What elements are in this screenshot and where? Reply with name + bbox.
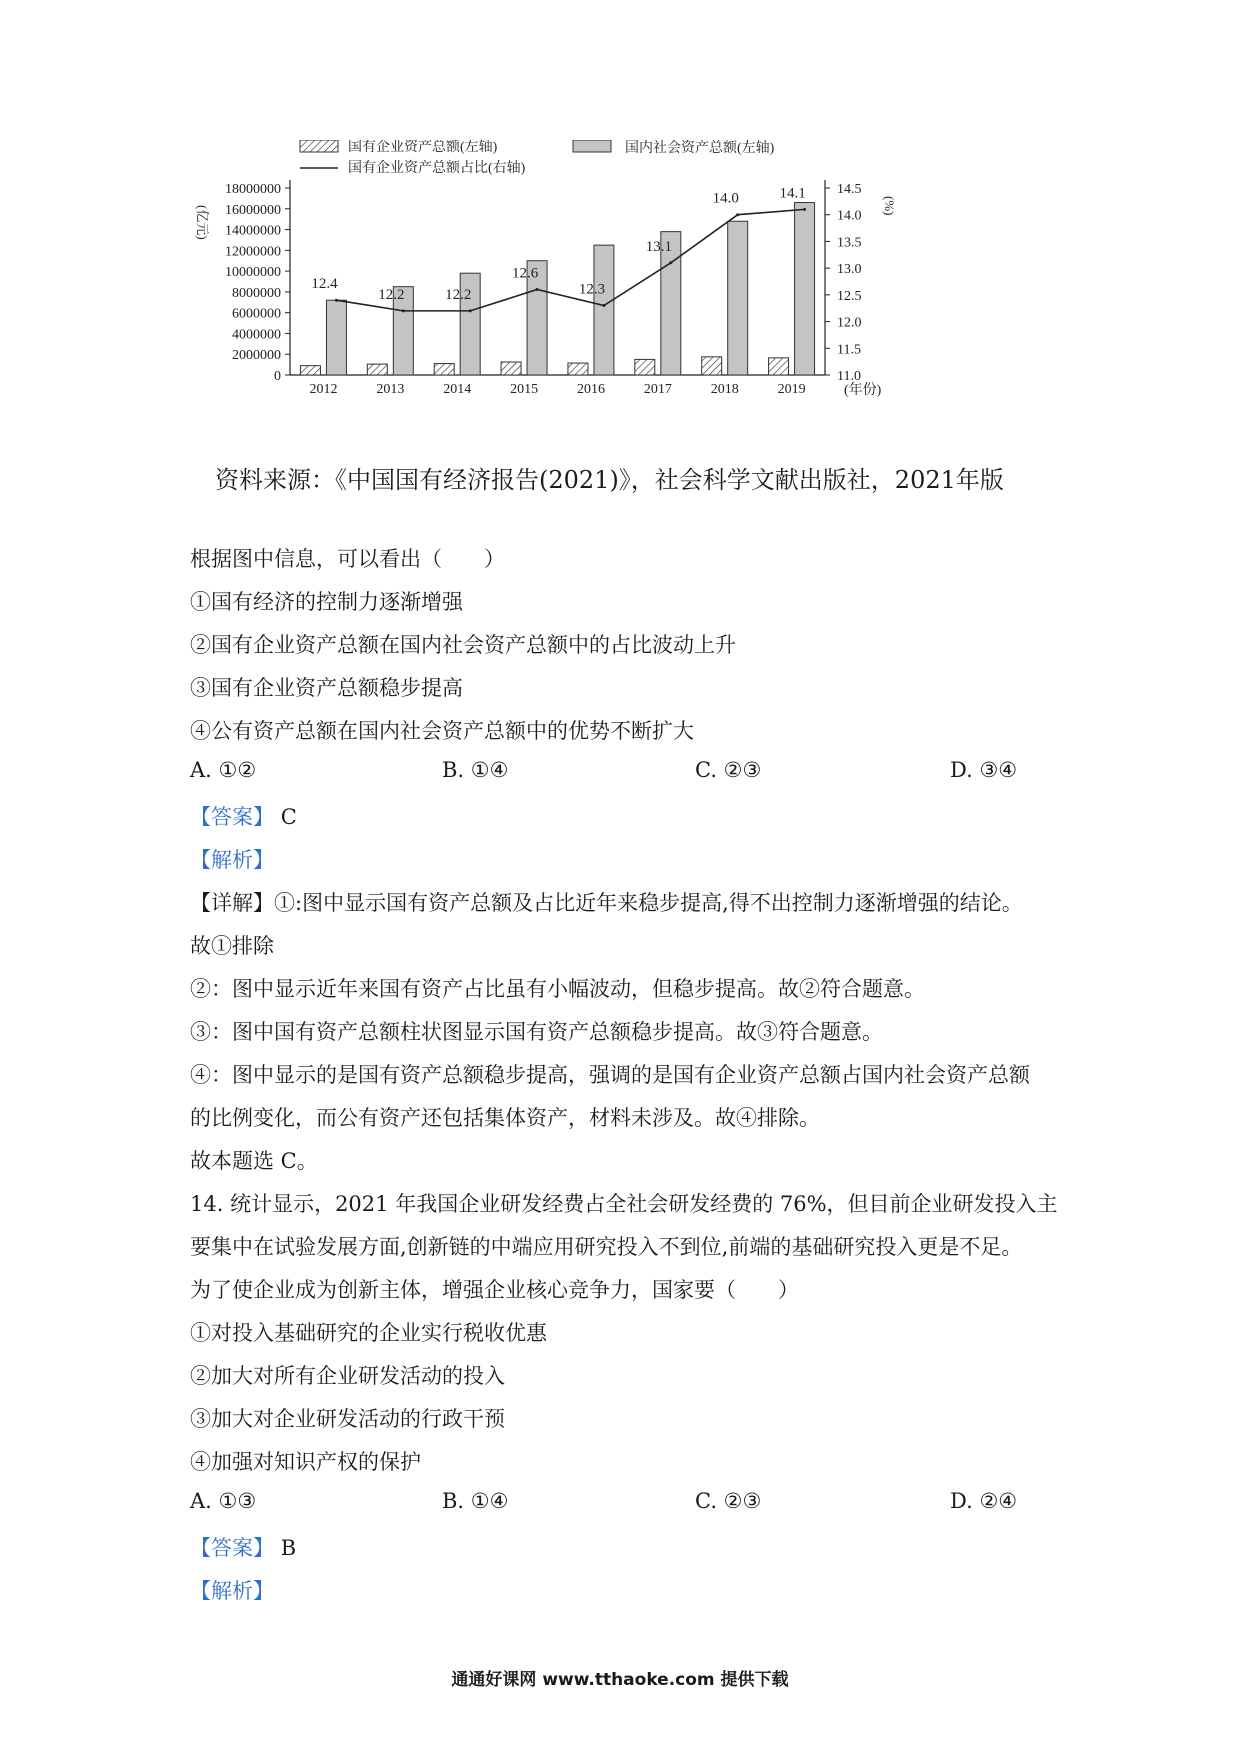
q13-explain-4: ③：图中国有资产总额柱状图显示国有资产总额稳步提高。故③符合题意。 — [190, 1020, 883, 1044]
bar-soe-assets — [568, 363, 588, 375]
x-tick-label: 2019 — [777, 382, 806, 397]
line-point — [536, 288, 539, 291]
bar-soe-assets — [501, 362, 521, 375]
q13-stem: 根据图中信息，可以看出（ ） — [190, 547, 505, 571]
legend-label-soe: 国有企业资产总额(左轴) — [348, 140, 498, 155]
q14-item-1: ①对投入基础研究的企业实行税收优惠 — [190, 1321, 547, 1345]
q14-item-2: ②加大对所有企业研发活动的投入 — [190, 1364, 505, 1388]
line-data-label: 12.2 — [445, 286, 472, 303]
q13-item-2: ②国有企业资产总额在国内社会资产总额中的占比波动上升 — [190, 633, 736, 657]
q14-answer — [190, 1532, 296, 1562]
q13-explain-5: ④：图中显示的是国有资产总额稳步提高，强调的是国有企业资产总额占国内社会资产总额 — [190, 1063, 1030, 1087]
legend-label-social: 国内社会资产总额(左轴) — [625, 141, 775, 156]
legend-swatch-social — [573, 140, 611, 152]
line-data-label: 13.1 — [645, 238, 672, 255]
q14-option-a: A. ①③ — [190, 1489, 257, 1513]
q14-option-d: D. ②④ — [950, 1489, 1018, 1513]
left-tick-label: 14000000 — [225, 223, 281, 239]
right-tick-label: 14.0 — [837, 208, 862, 224]
x-tick-label: 2018 — [710, 382, 739, 397]
legend-label-line: 国有企业资产总额占比(右轴) — [348, 161, 526, 176]
q13-explain-1: 【详解】①:图中显示国有资产总额及占比近年来稳步提高,得不出控制力逐渐增强的结论。 — [190, 891, 1023, 915]
line-point — [469, 309, 472, 312]
left-tick-label: 8000000 — [232, 285, 281, 301]
left-tick-label: 18000000 — [225, 182, 281, 197]
bar-soe-assets — [769, 358, 789, 375]
q13-option-d: D. ③④ — [950, 758, 1018, 782]
q14-option-c: C. ②③ — [695, 1489, 762, 1513]
line-data-label: 12.4 — [311, 276, 338, 293]
bar-social-assets — [326, 300, 346, 375]
line-point — [669, 261, 672, 264]
right-tick-label: 11.5 — [837, 342, 861, 358]
line-data-label: 12.2 — [378, 286, 405, 303]
x-tick-label: 2016 — [576, 382, 605, 397]
q13-option-a: A. ①② — [190, 758, 257, 782]
q13-item-1: ①国有经济的控制力逐渐增强 — [190, 590, 463, 614]
q13-answer-tag: 【答案】 — [190, 805, 274, 829]
q14-stem-2: 要集中在试验发展方面,创新链的中端应用研究投入不到位,前端的基础研究投入更是不足。 — [190, 1235, 1023, 1259]
right-axis-label: (%) — [882, 196, 897, 216]
line-data-label: 12.6 — [511, 265, 539, 282]
line-data-label: 12.3 — [578, 281, 606, 298]
left-tick-label: 16000000 — [225, 202, 281, 218]
asset-chart — [180, 140, 1040, 495]
q14-option-b: B. ①④ — [442, 1489, 509, 1513]
chart-source-note: 资料来源：《中国国有经济报告(2021)》，社会科学文献出版社，2021年版 — [215, 466, 1004, 494]
bar-soe-assets — [702, 357, 722, 375]
q14-stem-3: 为了使企业成为创新主体，增强企业核心竞争力，国家要（ ） — [190, 1278, 799, 1302]
x-tick-label: 2012 — [309, 382, 338, 397]
bar-social-assets — [795, 203, 815, 375]
line-point — [402, 309, 405, 312]
line-point — [736, 213, 739, 216]
q13-analysis-tag — [190, 844, 274, 874]
q14-answer-value: B — [280, 1536, 297, 1560]
right-tick-label: 13.5 — [837, 235, 862, 251]
x-tick-label: 2014 — [443, 382, 472, 397]
right-tick-label: 14.5 — [837, 182, 862, 197]
q14-item-3: ③加大对企业研发活动的行政干预 — [190, 1407, 505, 1431]
bar-social-assets — [594, 245, 614, 375]
left-tick-label: 2000000 — [232, 348, 281, 364]
q14-analysis-tag — [190, 1575, 274, 1605]
q13-analysis-label: 【解析】 — [190, 848, 274, 872]
bar-social-assets — [728, 221, 748, 375]
q13-answer-value: C — [280, 805, 297, 829]
bar-soe-assets — [434, 364, 454, 375]
q13-answer — [190, 801, 297, 831]
bar-soe-assets — [300, 366, 320, 375]
q13-item-3: ③国有企业资产总额稳步提高 — [190, 676, 463, 700]
q13-explain-7: 故本题选 C。 — [190, 1149, 318, 1173]
left-tick-label: 0 — [274, 369, 281, 384]
q14-answer-tag: 【答案】 — [190, 1536, 274, 1560]
right-tick-label: 13.0 — [837, 262, 862, 278]
left-tick-label: 12000000 — [225, 244, 281, 260]
q13-explain-3: ②：图中显示近年来国有资产占比虽有小幅波动，但稳步提高。故②符合题意。 — [190, 977, 925, 1001]
q14-item-4: ④加强对知识产权的保护 — [190, 1450, 421, 1474]
x-axis-label: (年份) — [844, 383, 882, 398]
line-data-label: 14.0 — [712, 190, 739, 207]
x-tick-label: 2013 — [376, 382, 405, 397]
q13-option-c: C. ②③ — [695, 758, 762, 782]
left-tick-label: 4000000 — [232, 327, 281, 343]
right-tick-label: 11.0 — [837, 369, 861, 384]
x-tick-label: 2015 — [510, 382, 539, 397]
line-point — [803, 208, 806, 211]
q13-explain-6: 的比例变化，而公有资产还包括集体资产，材料未涉及。故④排除。 — [190, 1106, 820, 1130]
right-tick-label: 12.5 — [837, 288, 862, 304]
q14-analysis-label: 【解析】 — [190, 1579, 274, 1603]
bar-soe-assets — [367, 364, 387, 375]
line-point — [602, 304, 605, 307]
q13-option-b: B. ①④ — [442, 758, 509, 782]
x-tick-label: 2017 — [643, 382, 672, 397]
q14-stem-1: 14. 统计显示，2021 年我国企业研发经费占全社会研发经费的 76%，但目前企业研发投入主 — [190, 1192, 1058, 1216]
line-data-label: 14.1 — [779, 185, 806, 202]
page-footer: 通通好课网 www.tthaoke.com 提供下载 — [451, 1670, 789, 1690]
bar-soe-assets — [635, 359, 655, 375]
chart-svg — [180, 140, 1040, 495]
left-tick-label: 6000000 — [232, 306, 281, 322]
legend-swatch-soe — [300, 140, 338, 152]
q13-item-4: ④公有资产总额在国内社会资产总额中的优势不断扩大 — [190, 719, 694, 743]
q13-explain-2: 故①排除 — [190, 934, 274, 958]
right-tick-label: 12.0 — [837, 315, 862, 331]
left-tick-label: 10000000 — [225, 265, 281, 281]
line-point — [335, 299, 338, 302]
left-axis-label: (亿元) — [195, 205, 210, 240]
